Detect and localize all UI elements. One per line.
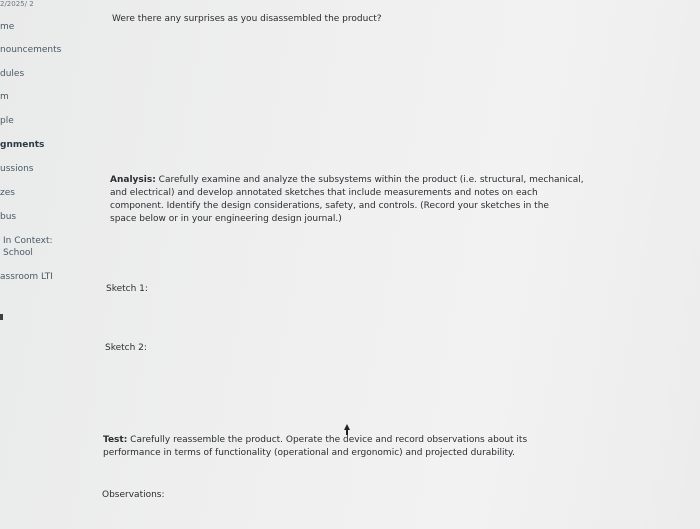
sidebar-item-quizzes[interactable]: zes	[0, 188, 15, 198]
sketch-1-label: Sketch 1:	[106, 284, 148, 294]
sidebar-item-people[interactable]: ple	[0, 116, 14, 126]
analysis-line-3: component. Identify the design considerations, safety, and controls. (Record your sketches in the	[110, 201, 549, 211]
sidebar-item-assignments[interactable]: gnments	[0, 140, 45, 150]
sidebar-item-modules[interactable]: dules	[0, 69, 25, 79]
test-line-2: performance in terms of functionality (operational and ergonomic) and projected durability.	[103, 448, 515, 458]
question-text: Were there any surprises as you disassembled the product?	[112, 14, 382, 24]
mouse-cursor-icon	[344, 424, 350, 430]
sidebar-item-announcements[interactable]: nouncements	[0, 45, 62, 55]
test-label: Test:	[103, 435, 128, 445]
sidebar-item-home[interactable]: me	[0, 22, 15, 32]
observations-label: Observations:	[102, 490, 165, 500]
analysis-line-2: and electrical) and develop annotated sketches that include measurements and notes on each	[110, 188, 538, 198]
sidebar-item-zoom[interactable]: m	[0, 92, 9, 102]
sidebar-item-school[interactable]: School	[3, 248, 33, 258]
analysis-line-1: Carefully examine and analyze the subsystems within the product (i.e. structural, mechanical,	[155, 175, 584, 185]
analysis-paragraph	[110, 174, 630, 226]
test-paragraph	[103, 434, 623, 460]
top-crop-text: 2/2025/ 2	[0, 0, 34, 8]
sidebar-item-classroom-lti[interactable]: assroom LTI	[0, 272, 53, 282]
analysis-line-4: space below or in your engineering design journal.)	[110, 214, 342, 224]
sidebar-item-in-context[interactable]: In Context:	[3, 236, 53, 246]
sidebar-item-syllabus[interactable]: bus	[0, 212, 17, 222]
test-line-1: Carefully reassemble the product. Operate the device and record observations about its	[127, 435, 528, 445]
sketch-2-label: Sketch 2:	[105, 343, 147, 353]
analysis-label: Analysis:	[110, 175, 156, 185]
sidebar-item-discussions[interactable]: ussions	[0, 164, 34, 174]
